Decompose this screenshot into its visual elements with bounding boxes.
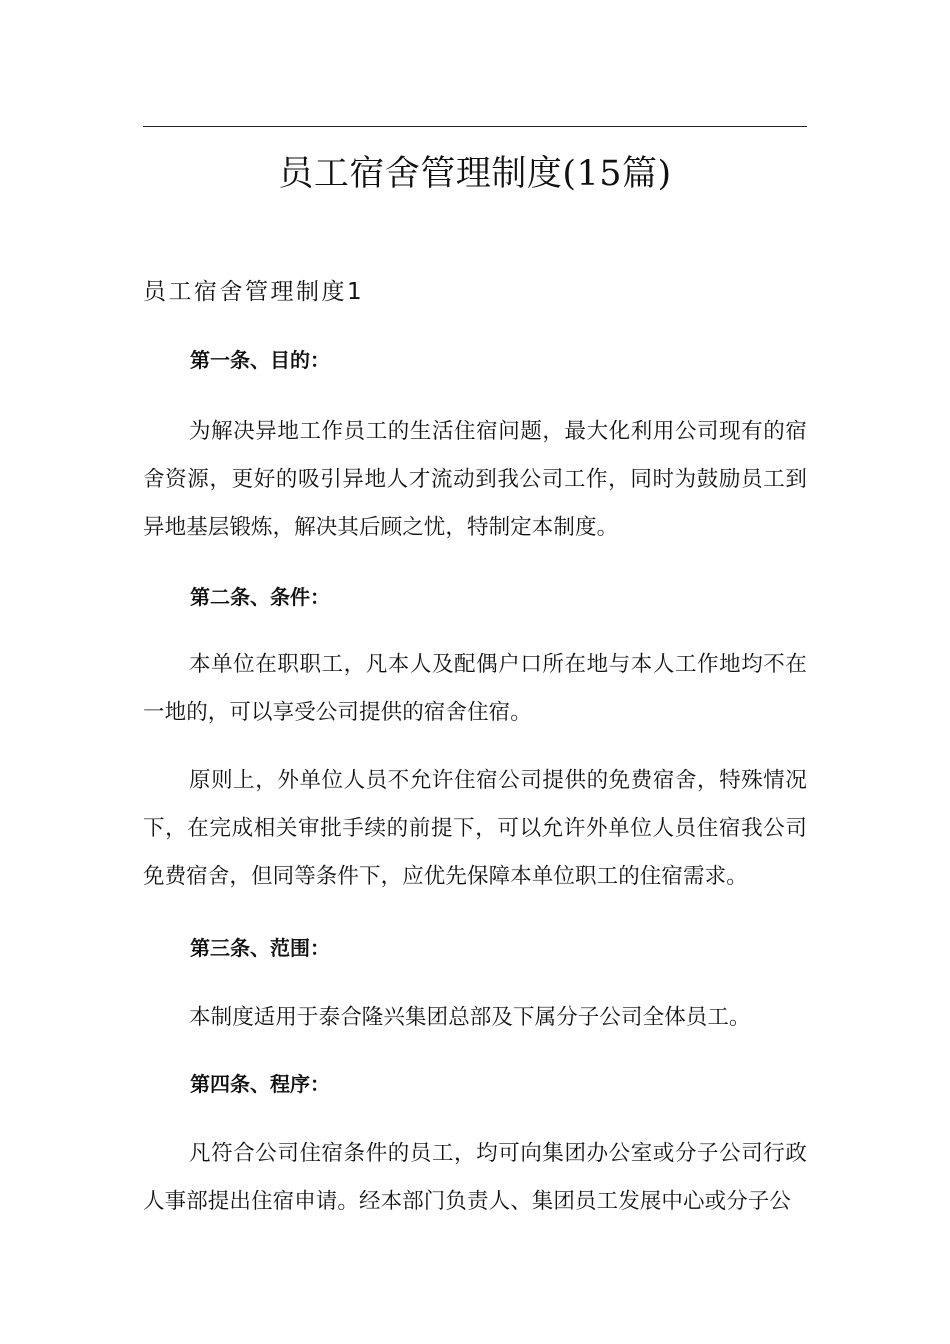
article-4-heading: 第四条、程序： bbox=[190, 1072, 330, 1096]
article-3-heading: 第三条、范围： bbox=[190, 936, 330, 960]
article-2-heading: 第二条、条件： bbox=[190, 585, 330, 609]
article-4-paragraph-1: 凡符合公司住宿条件的员工，均可向集团办公室或分子公司行政人事部提出住宿申请。经本部门负责人、集团员工发展中心或分子公 bbox=[143, 1141, 807, 1214]
article-2-paragraph-1: 本单位在职职工，凡本人及配偶户口所在地与本人工作地均不在一地的，可以享受公司提供的宿舍住宿。 bbox=[143, 652, 807, 725]
top-divider bbox=[143, 126, 807, 127]
article-1-paragraph-1: 为解决异地工作员工的生活住宿问题，最大化利用公司现有的宿舍资源，更好的吸引异地人才流动到我公司工作，同时为鼓励员工到异地基层锻炼，解决其后顾之忧，特制定本制度。 bbox=[143, 419, 807, 540]
document-title: 员工宿舍管理制度(15篇) bbox=[278, 154, 672, 194]
article-2-paragraph-2: 原则上，外单位人员不允许住宿公司提供的免费宿舍，特殊情况下，在完成相关审批手续的前提下，可以允许外单位人员住宿我公司免费宿舍，但同等条件下，应优先保障本单位职工的住宿需求。 bbox=[143, 768, 807, 889]
article-3-paragraph-1: 本制度适用于泰合隆兴集团总部及下属分子公司全体员工。 bbox=[189, 1005, 751, 1030]
section-title: 员工宿舍管理制度1 bbox=[143, 279, 365, 305]
article-1-heading: 第一条、目的： bbox=[190, 348, 330, 372]
